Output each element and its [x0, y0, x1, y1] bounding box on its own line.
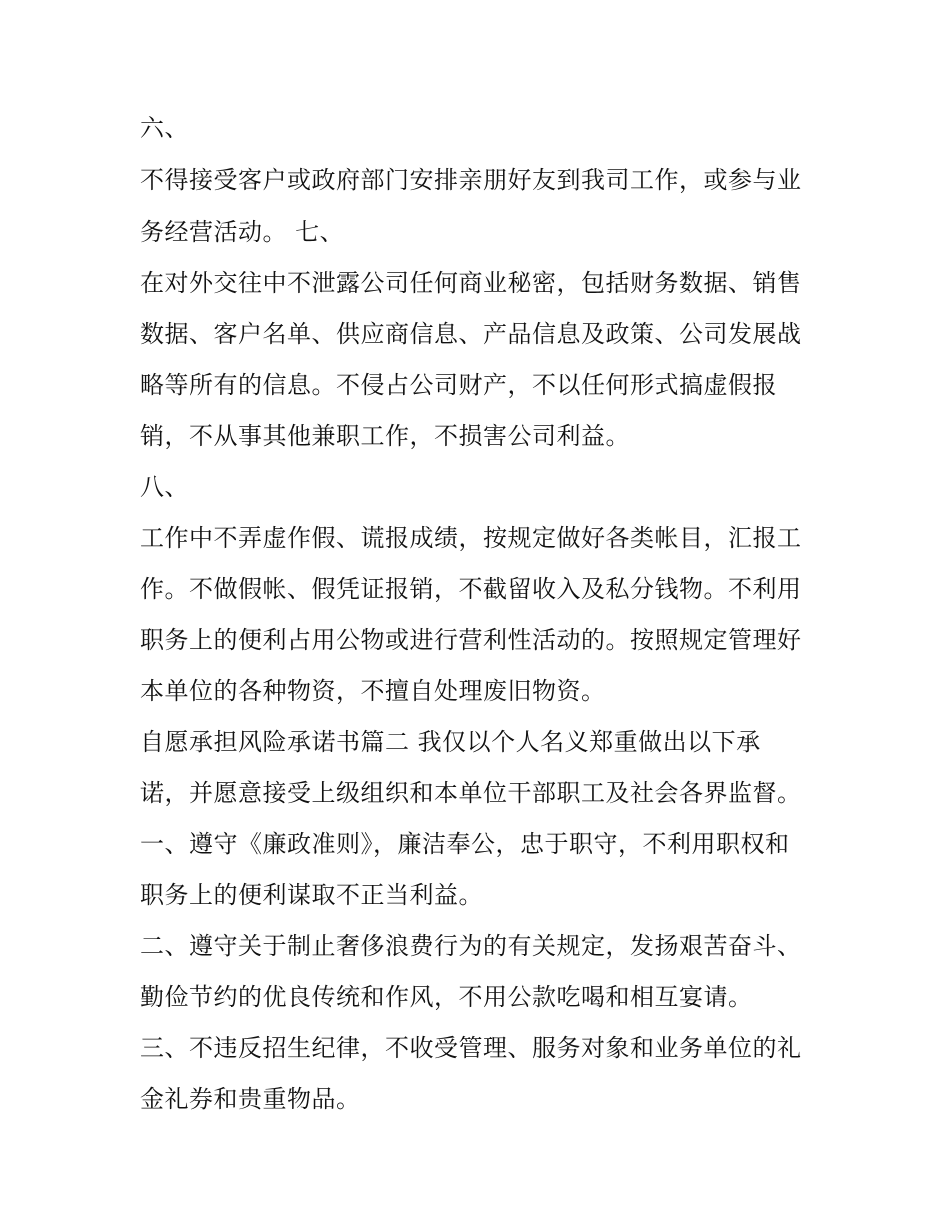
text-line: 务经营活动。 七、 — [140, 218, 345, 246]
text-line: 作。不做假帐、假凭证报销，不截留收入及私分钱物。不利用 — [140, 575, 802, 603]
text-line: 一、遵守《廉政准则》，廉洁奉公，忠于职守，不利用职权和 — [140, 830, 790, 858]
text-line: 八、 — [140, 473, 189, 501]
text-line: 工作中不弄虚作假、谎报成绩，按规定做好各类帐目，汇报工 — [140, 524, 802, 552]
text-line: 职务上的便利占用公物或进行营利性活动的。按照规定管理好 — [140, 626, 802, 654]
text-line: 销，不从事其他兼职工作，不损害公司利益。 — [140, 422, 630, 450]
text-line: 不得接受客户或政府部门安排亲朋好友到我司工作，或参与业 — [140, 166, 802, 194]
text-line: 勤俭节约的优良传统和作风，不用公款吃喝和相互宴请。 — [140, 983, 753, 1011]
text-line: 金礼券和贵重物品。 — [140, 1085, 361, 1113]
text-line: 三、不违反招生纪律，不收受管理、服务对象和业务单位的礼 — [140, 1034, 802, 1062]
text-line: 在对外交往中不泄露公司任何商业秘密，包括财务数据、销售 — [140, 269, 802, 297]
text-line: 本单位的各种物资，不擅自处理废旧物资。 — [140, 677, 606, 705]
text-line: 六、 — [140, 114, 189, 142]
text-line: 略等所有的信息。不侵占公司财产，不以任何形式搞虚假报 — [140, 371, 777, 399]
text-line: 二、遵守关于制止奢侈浪费行为的有关规定，发扬艰苦奋斗、 — [140, 932, 802, 960]
text-line: 数据、客户名单、供应商信息、产品信息及政策、公司发展战 — [140, 320, 802, 348]
text-line: 诺，并愿意接受上级组织和本单位干部职工及社会各界监督。 — [140, 779, 802, 807]
text-line: 自愿承担风险承诺书篇二 我仅以个人名义郑重做出以下承 — [140, 728, 761, 756]
text-line: 职务上的便利谋取不正当利益。 — [140, 881, 483, 909]
